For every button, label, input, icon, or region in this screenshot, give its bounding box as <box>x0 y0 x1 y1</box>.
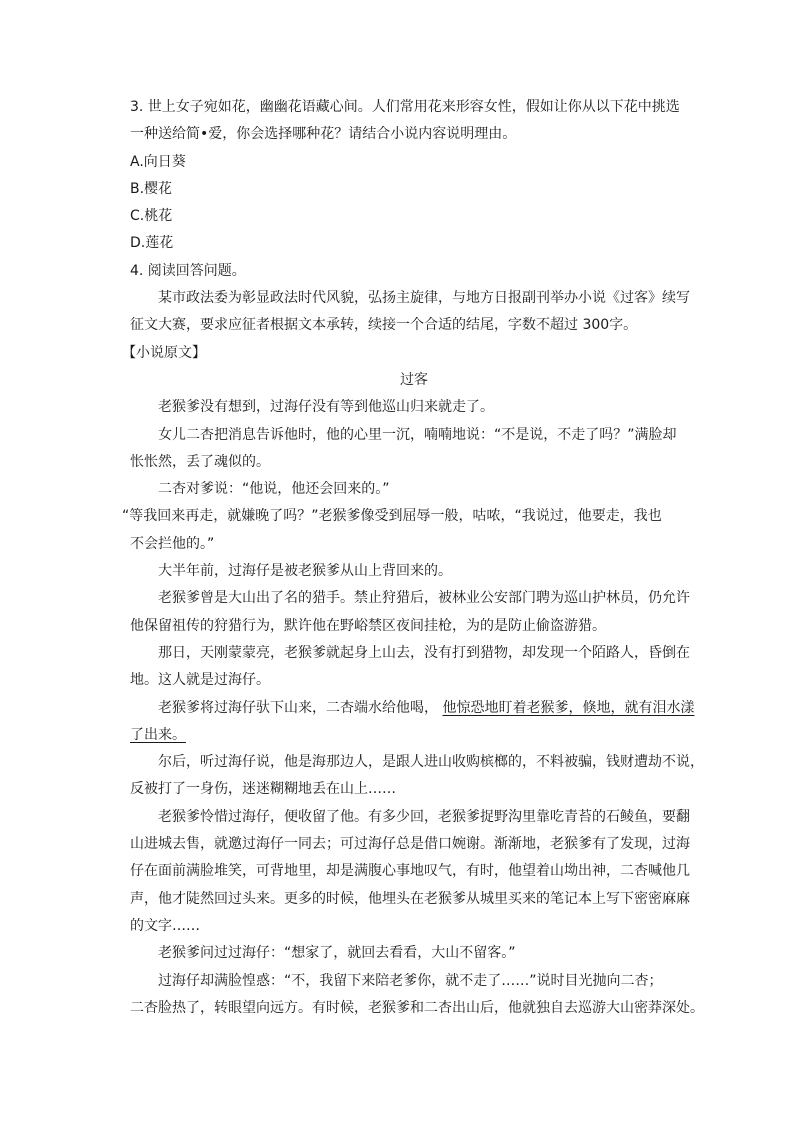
q3-option-a: A.向日葵 <box>130 153 186 170</box>
q4-title: 4. 阅读回答问题。 <box>130 262 246 279</box>
story-paragraph-10-line-3: 仔在面前满脸堆笑，可背地里，却是满腹心事地叹气，有时，他望着山坳出神，二杏喊他几 <box>130 863 690 880</box>
story-paragraph-5: 大半年前，过海仔是被老猴爹从山上背回来的。 <box>158 563 452 580</box>
story-paragraph-1: 老猴爹没有想到，过海仔没有等到他巡山归来就走了。 <box>158 399 494 416</box>
story-paragraph-4-line-2: 不会拦他的。” <box>130 535 215 552</box>
q4-intro-line-1: 某市政法委为彰显政法时代风貌，弘扬主旋律，与地方日报副刊举办小说《过客》续写 <box>158 290 690 307</box>
section-label: 【小说原文】 <box>122 344 206 361</box>
story-paragraph-8-line-2 <box>130 722 698 749</box>
document-page <box>122 94 704 1022</box>
story-title: 过客 <box>400 371 428 388</box>
story-paragraph-10-line-5: 的文字…… <box>130 917 200 934</box>
story-paragraph-7-line-1: 那日，天刚蒙蒙亮，老猴爹就起身上山去，没有打到猎物，却发现一个陌路人，昏倒在 <box>158 644 690 661</box>
q3-line-1: 3. 世上女子宛如花，幽幽花语藏心间。人们常用花来形容女性，假如让你从以下花中挑选 <box>130 99 680 115</box>
story-paragraph-8-line-1 <box>130 695 698 722</box>
q3-option-c: C.桃花 <box>130 208 173 225</box>
story-paragraph-11: 老猴爹问过过海仔：“想家了，就回去看看，大山不留客。” <box>158 945 516 962</box>
story-paragraph-12-line-1: 过海仔却满脸惶惑：“不，我留下来陪老爹你，就不走了……”说时目光抛向二杏； <box>158 972 663 989</box>
story-paragraph-6-line-1: 老猴爹曾是大山出了名的猎手。禁止狩猎后，被林业公安部门聘为巡山护林员，仍允许 <box>158 590 690 607</box>
q3-option-d: D.莲花 <box>130 235 174 252</box>
story-paragraph-10-line-2: 山进城去售，就邀过海仔一同去；可过海仔总是借口婉谢。渐渐地，老猴爹有了发现，过海 <box>130 836 690 853</box>
story-paragraph-10-line-1: 老猴爹怜惜过海仔，便收留了他。有多少回，老猴爹捉野沟里靠吃青苔的石鲮鱼，要翻 <box>158 808 690 825</box>
story-paragraph-7-line-2: 地。这人就是过海仔。 <box>130 672 270 689</box>
story-paragraph-9-line-1: 尔后，听过海仔说，他是海那边人，是跟人进山收购槟榔的，不料被骗，钱财遭劫不说， <box>158 754 704 771</box>
q4-intro-line-2: 征文大赛，要求应征者根据文本承转，续接一个合适的结尾，字数不超过 300字。 <box>130 317 638 334</box>
story-paragraph-2-line-1: 女儿二杏把消息告诉他时，他的心里一沉，喃喃地说：“不是说，不走了吗？”满脸却 <box>158 426 677 443</box>
story-paragraph-9-line-2: 反被打了一身伤，迷迷糊糊地丢在山上…… <box>130 781 396 798</box>
story-paragraph-6-line-2: 他保留祖传的狩猎行为，默许他在野峪禁区夜间挂枪，为的是防止偷盗游猎。 <box>130 617 606 634</box>
underlined-sentence-part-2: 了出来。 <box>130 726 186 743</box>
paragraph-8-plain-text: 老猴爹将过海仔驮下山来，二杏端水给他喝， <box>158 699 438 716</box>
story-paragraph-3: 二杏对爹说：“他说，他还会回来的。” <box>158 481 390 498</box>
story-paragraph-12-line-2: 二杏脸热了，转眼望向远方。有时候，老猴爹和二杏出山后，他就独自去巡游大山密莽深处。 <box>130 999 704 1016</box>
story-paragraph-10-line-4: 声，他才陡然回过头来。更多的时候，他埋头在老猴爹从城里买来的笔记本上写下密密麻麻 <box>130 890 690 907</box>
story-paragraph-2-line-2: 怅怅然，丢了魂似的。 <box>130 453 270 470</box>
q3-line-2: 一种送给简•爱，你会选择哪种花？请结合小说内容说明理由。 <box>130 126 517 143</box>
q3-option-b: B.樱花 <box>130 180 173 197</box>
story-paragraph-4-line-1: “等我回来再走，就嫌晚了吗？”老猴爹像受到屈辱一般，咕哝，“我说过，他要走，我也 <box>122 508 662 525</box>
underlined-sentence-part-1: 他惊恐地盯着老猴爹，倏地，就有泪水漾 <box>442 699 695 716</box>
